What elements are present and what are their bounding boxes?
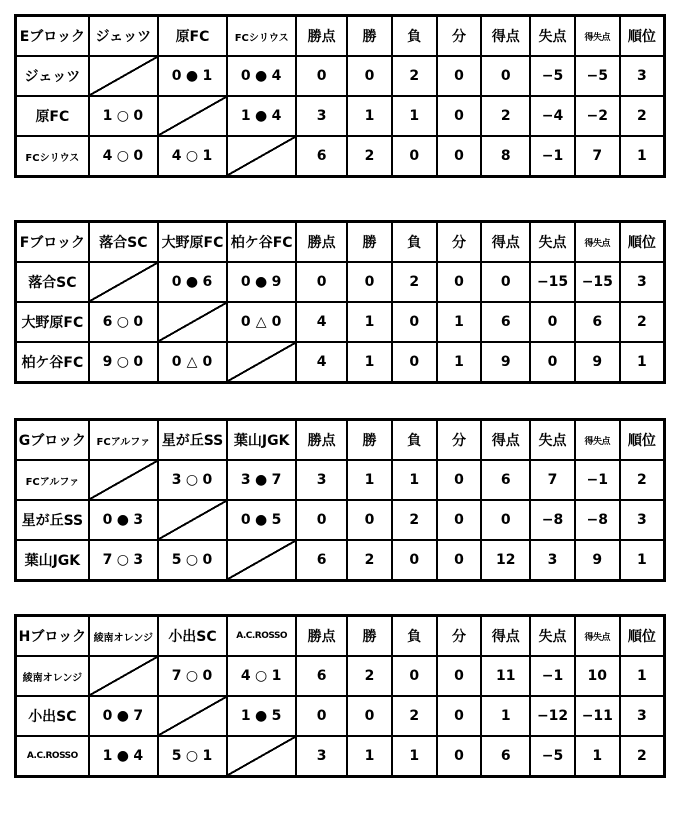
goals-conceded: 0 <box>133 314 145 330</box>
stat-losses: 0 <box>392 302 437 342</box>
team-column-header: 原FC <box>158 16 227 57</box>
stat-losses: 0 <box>392 342 437 383</box>
stat-goals-for: 8 <box>481 136 530 177</box>
goals-scored: 0 <box>102 512 114 528</box>
stat-wins: 1 <box>347 96 392 136</box>
team-column-header: 綾南オレンジ <box>89 616 158 657</box>
goals-scored: 0 <box>102 708 114 724</box>
team-name: 柏ケ谷FC <box>16 342 89 383</box>
team-column-header: 落合SC <box>89 222 158 263</box>
match-result <box>89 696 158 736</box>
match-result <box>158 342 227 383</box>
stat-points: 0 <box>296 262 347 302</box>
stat-goals-against: −5 <box>530 736 575 777</box>
result-mark-icon: ● <box>255 472 269 488</box>
header-draws: 分 <box>437 420 482 461</box>
stat-wins: 0 <box>347 56 392 96</box>
team-column-header: ジェッツ <box>89 16 158 57</box>
team-column-header: 星が丘SS <box>158 420 227 461</box>
header-losses: 負 <box>392 616 437 657</box>
self-match-cell <box>89 656 158 696</box>
stat-goals-against: −4 <box>530 96 575 136</box>
stat-rank: 3 <box>620 500 665 540</box>
stat-goals-against: −1 <box>530 136 575 177</box>
goals-scored: 1 <box>102 108 114 124</box>
header-wins: 勝 <box>347 222 392 263</box>
stat-rank: 2 <box>620 460 665 500</box>
team-name: 落合SC <box>16 262 89 302</box>
team-name: FCアルファ <box>16 460 89 500</box>
stat-draws: 0 <box>437 540 482 581</box>
match-result <box>158 460 227 500</box>
match-result <box>89 342 158 383</box>
match-result <box>158 136 227 177</box>
stat-goals-against: −1 <box>530 656 575 696</box>
stat-goals-for: 6 <box>481 736 530 777</box>
goals-conceded: 6 <box>202 274 214 290</box>
goals-scored: 0 <box>240 274 252 290</box>
stat-goal-diff: 1 <box>575 736 620 777</box>
stat-rank: 1 <box>620 656 665 696</box>
goals-scored: 0 <box>171 68 183 84</box>
header-goals-for: 得点 <box>481 616 530 657</box>
league-table <box>14 220 666 384</box>
stat-goal-diff: 6 <box>575 302 620 342</box>
team-name: 葉山JGK <box>16 540 89 581</box>
stat-wins: 2 <box>347 540 392 581</box>
team-column-header: 小出SC <box>158 616 227 657</box>
result-mark-icon: ● <box>116 512 130 528</box>
goals-conceded: 3 <box>133 552 145 568</box>
stat-draws: 0 <box>437 696 482 736</box>
stat-goals-against: 3 <box>530 540 575 581</box>
league-table <box>14 614 666 778</box>
match-result <box>158 262 227 302</box>
stat-goal-diff: 9 <box>575 342 620 383</box>
team-column-header: 柏ケ谷FC <box>227 222 296 263</box>
result-mark-icon: ● <box>185 274 200 290</box>
result-mark-icon: ○ <box>116 314 130 330</box>
match-result <box>89 736 158 777</box>
goals-scored: 7 <box>102 552 114 568</box>
stat-draws: 0 <box>437 262 482 302</box>
match-result <box>227 262 296 302</box>
block-name: Gブロック <box>16 420 89 461</box>
stat-losses: 1 <box>392 736 437 777</box>
header-row <box>16 420 665 461</box>
block-name: Eブロック <box>16 16 89 57</box>
result-mark-icon: ○ <box>185 148 200 164</box>
team-name: FCシリウス <box>16 136 89 177</box>
goals-scored: 5 <box>171 748 183 764</box>
goals-conceded: 7 <box>271 472 283 488</box>
match-result <box>89 540 158 581</box>
stat-rank: 2 <box>620 96 665 136</box>
match-result <box>227 96 296 136</box>
match-result <box>227 302 296 342</box>
result-mark-icon: ○ <box>255 668 269 684</box>
stat-losses: 0 <box>392 540 437 581</box>
stat-draws: 0 <box>437 500 482 540</box>
table-row <box>16 56 665 96</box>
goals-scored: 0 <box>240 314 252 330</box>
goals-scored: 3 <box>171 472 183 488</box>
table-row <box>16 696 665 736</box>
stat-goal-diff: 9 <box>575 540 620 581</box>
stat-points: 3 <box>296 460 347 500</box>
stat-losses: 2 <box>392 262 437 302</box>
result-mark-icon: ○ <box>116 148 130 164</box>
header-points: 勝点 <box>296 616 347 657</box>
stat-rank: 2 <box>620 302 665 342</box>
stat-goals-for: 9 <box>481 342 530 383</box>
stat-points: 3 <box>296 96 347 136</box>
result-mark-icon: ● <box>255 108 269 124</box>
stat-goal-diff: 10 <box>575 656 620 696</box>
stat-losses: 0 <box>392 136 437 177</box>
result-mark-icon: ○ <box>185 552 200 568</box>
table-row <box>16 342 665 383</box>
header-losses: 負 <box>392 420 437 461</box>
block-table-1 <box>14 14 666 178</box>
result-mark-icon: ● <box>255 68 269 84</box>
header-rank: 順位 <box>620 222 665 263</box>
stat-wins: 1 <box>347 736 392 777</box>
stat-losses: 1 <box>392 460 437 500</box>
stat-rank: 1 <box>620 342 665 383</box>
stat-goal-diff: −8 <box>575 500 620 540</box>
goals-conceded: 0 <box>202 552 214 568</box>
match-result <box>89 136 158 177</box>
goals-conceded: 0 <box>133 108 145 124</box>
result-mark-icon: ○ <box>116 354 130 370</box>
match-result <box>227 500 296 540</box>
goals-conceded: 4 <box>271 108 283 124</box>
table-row <box>16 262 665 302</box>
goals-conceded: 1 <box>271 668 283 684</box>
table-row <box>16 736 665 777</box>
team-column-header: FCアルファ <box>89 420 158 461</box>
header-wins: 勝 <box>347 616 392 657</box>
stat-goals-against: −15 <box>530 262 575 302</box>
header-goals-against: 失点 <box>530 616 575 657</box>
header-goals-against: 失点 <box>530 420 575 461</box>
stat-wins: 2 <box>347 656 392 696</box>
goals-scored: 4 <box>240 668 252 684</box>
goals-conceded: 1 <box>202 148 214 164</box>
stat-draws: 0 <box>437 136 482 177</box>
goals-conceded: 0 <box>133 354 145 370</box>
stat-points: 6 <box>296 136 347 177</box>
goals-scored: 9 <box>102 354 114 370</box>
stat-goals-for: 12 <box>481 540 530 581</box>
stat-goals-for: 11 <box>481 656 530 696</box>
stat-points: 0 <box>296 696 347 736</box>
stat-goal-diff: −1 <box>575 460 620 500</box>
stat-goal-diff: 7 <box>575 136 620 177</box>
match-result <box>227 460 296 500</box>
goals-scored: 1 <box>240 708 252 724</box>
stat-points: 4 <box>296 302 347 342</box>
stat-points: 6 <box>296 540 347 581</box>
header-rank: 順位 <box>620 420 665 461</box>
goals-conceded: 5 <box>271 708 283 724</box>
self-match-cell <box>227 136 296 177</box>
stat-draws: 0 <box>437 56 482 96</box>
result-mark-icon: ○ <box>185 748 200 764</box>
stat-goals-against: −12 <box>530 696 575 736</box>
header-goals-for: 得点 <box>481 420 530 461</box>
goals-scored: 4 <box>102 148 114 164</box>
team-name: 小出SC <box>16 696 89 736</box>
table-row <box>16 500 665 540</box>
stat-losses: 0 <box>392 656 437 696</box>
header-draws: 分 <box>437 616 482 657</box>
goals-conceded: 3 <box>133 512 145 528</box>
self-match-cell <box>227 540 296 581</box>
goals-conceded: 5 <box>271 512 283 528</box>
stat-goal-diff: −2 <box>575 96 620 136</box>
goals-conceded: 1 <box>202 68 214 84</box>
stat-draws: 0 <box>437 656 482 696</box>
team-column-header: 大野原FC <box>158 222 227 263</box>
goals-scored: 0 <box>171 274 183 290</box>
header-draws: 分 <box>437 222 482 263</box>
block-table-2 <box>14 220 666 384</box>
stat-goals-for: 0 <box>481 500 530 540</box>
stat-draws: 0 <box>437 460 482 500</box>
match-result <box>158 656 227 696</box>
result-mark-icon: △ <box>255 314 268 330</box>
stat-rank: 1 <box>620 540 665 581</box>
table-row <box>16 656 665 696</box>
goals-scored: 4 <box>171 148 183 164</box>
header-goal-diff: 得失点 <box>575 16 620 57</box>
header-row <box>16 222 665 263</box>
team-name: 原FC <box>16 96 89 136</box>
team-name: ジェッツ <box>16 56 89 96</box>
result-mark-icon: ● <box>255 512 269 528</box>
result-mark-icon: △ <box>186 354 199 370</box>
header-goal-diff: 得失点 <box>575 616 620 657</box>
match-result <box>227 656 296 696</box>
match-result <box>89 302 158 342</box>
goals-conceded: 0 <box>202 354 214 370</box>
stat-points: 0 <box>296 500 347 540</box>
goals-conceded: 9 <box>271 274 283 290</box>
header-points: 勝点 <box>296 420 347 461</box>
goals-conceded: 7 <box>133 708 145 724</box>
stat-rank: 1 <box>620 136 665 177</box>
stat-rank: 3 <box>620 56 665 96</box>
stat-wins: 1 <box>347 342 392 383</box>
match-result <box>227 56 296 96</box>
self-match-cell <box>89 262 158 302</box>
header-draws: 分 <box>437 16 482 57</box>
result-mark-icon: ● <box>255 274 269 290</box>
block-table-4 <box>14 614 666 778</box>
table-row <box>16 540 665 581</box>
result-mark-icon: ○ <box>116 108 130 124</box>
header-rank: 順位 <box>620 16 665 57</box>
stat-rank: 2 <box>620 736 665 777</box>
result-mark-icon: ● <box>255 708 269 724</box>
result-mark-icon: ○ <box>185 472 200 488</box>
stat-goals-for: 0 <box>481 262 530 302</box>
goals-conceded: 0 <box>133 148 145 164</box>
stat-draws: 1 <box>437 302 482 342</box>
stat-wins: 0 <box>347 262 392 302</box>
header-rank: 順位 <box>620 616 665 657</box>
goals-conceded: 0 <box>202 668 214 684</box>
match-result <box>158 736 227 777</box>
header-points: 勝点 <box>296 16 347 57</box>
team-column-header: FCシリウス <box>227 16 296 57</box>
goals-scored: 5 <box>171 552 183 568</box>
stat-points: 3 <box>296 736 347 777</box>
stat-points: 0 <box>296 56 347 96</box>
header-losses: 負 <box>392 222 437 263</box>
stat-goals-for: 2 <box>481 96 530 136</box>
header-goals-against: 失点 <box>530 16 575 57</box>
goals-conceded: 0 <box>271 314 283 330</box>
stat-goals-against: 0 <box>530 302 575 342</box>
self-match-cell <box>158 96 227 136</box>
stat-goal-diff: −5 <box>575 56 620 96</box>
header-points: 勝点 <box>296 222 347 263</box>
team-name: 星が丘SS <box>16 500 89 540</box>
stat-goals-for: 1 <box>481 696 530 736</box>
header-wins: 勝 <box>347 16 392 57</box>
header-goals-against: 失点 <box>530 222 575 263</box>
goals-scored: 0 <box>171 354 183 370</box>
result-mark-icon: ○ <box>185 668 200 684</box>
match-result <box>227 696 296 736</box>
stat-goals-against: 7 <box>530 460 575 500</box>
header-row <box>16 16 665 57</box>
stat-goals-for: 6 <box>481 460 530 500</box>
goals-conceded: 0 <box>202 472 214 488</box>
block-table-3 <box>14 418 666 582</box>
block-name: Fブロック <box>16 222 89 263</box>
header-losses: 負 <box>392 16 437 57</box>
self-match-cell <box>89 460 158 500</box>
result-mark-icon: ● <box>116 748 130 764</box>
goals-scored: 3 <box>240 472 252 488</box>
goals-conceded: 4 <box>133 748 145 764</box>
self-match-cell <box>158 500 227 540</box>
stat-draws: 0 <box>437 96 482 136</box>
match-result <box>89 500 158 540</box>
self-match-cell <box>158 696 227 736</box>
goals-conceded: 1 <box>202 748 214 764</box>
table-row <box>16 136 665 177</box>
stat-losses: 2 <box>392 696 437 736</box>
stat-draws: 0 <box>437 736 482 777</box>
stat-losses: 2 <box>392 56 437 96</box>
self-match-cell <box>158 302 227 342</box>
self-match-cell <box>89 56 158 96</box>
team-name: 大野原FC <box>16 302 89 342</box>
header-goals-for: 得点 <box>481 16 530 57</box>
league-table <box>14 14 666 178</box>
stat-wins: 0 <box>347 696 392 736</box>
stat-draws: 1 <box>437 342 482 383</box>
stat-goal-diff: −15 <box>575 262 620 302</box>
stat-goals-for: 0 <box>481 56 530 96</box>
goals-scored: 6 <box>102 314 114 330</box>
header-wins: 勝 <box>347 420 392 461</box>
stat-rank: 3 <box>620 262 665 302</box>
table-row <box>16 96 665 136</box>
goals-scored: 1 <box>102 748 114 764</box>
self-match-cell <box>227 342 296 383</box>
self-match-cell <box>227 736 296 777</box>
stat-losses: 1 <box>392 96 437 136</box>
stat-wins: 1 <box>347 302 392 342</box>
match-result <box>89 96 158 136</box>
goals-scored: 7 <box>171 668 183 684</box>
header-goal-diff: 得失点 <box>575 420 620 461</box>
stat-points: 4 <box>296 342 347 383</box>
stat-wins: 0 <box>347 500 392 540</box>
table-row <box>16 460 665 500</box>
team-column-header: 葉山JGK <box>227 420 296 461</box>
header-row <box>16 616 665 657</box>
team-name: 綾南オレンジ <box>16 656 89 696</box>
stat-wins: 2 <box>347 136 392 177</box>
stat-points: 6 <box>296 656 347 696</box>
goals-conceded: 4 <box>271 68 283 84</box>
stat-goals-for: 6 <box>481 302 530 342</box>
match-result <box>158 540 227 581</box>
table-row <box>16 302 665 342</box>
result-mark-icon: ● <box>185 68 200 84</box>
header-goal-diff: 得失点 <box>575 222 620 263</box>
match-result <box>158 56 227 96</box>
block-name: Hブロック <box>16 616 89 657</box>
stat-goals-against: −5 <box>530 56 575 96</box>
stat-rank: 3 <box>620 696 665 736</box>
league-table <box>14 418 666 582</box>
stat-losses: 2 <box>392 500 437 540</box>
team-name: A.C.ROSSO <box>16 736 89 777</box>
stat-goals-against: 0 <box>530 342 575 383</box>
header-goals-for: 得点 <box>481 222 530 263</box>
stat-goals-against: −8 <box>530 500 575 540</box>
team-column-header: A.C.ROSSO <box>227 616 296 657</box>
result-mark-icon: ○ <box>116 552 130 568</box>
result-mark-icon: ● <box>116 708 130 724</box>
stat-goal-diff: −11 <box>575 696 620 736</box>
goals-scored: 0 <box>240 512 252 528</box>
stat-wins: 1 <box>347 460 392 500</box>
goals-scored: 1 <box>240 108 252 124</box>
goals-scored: 0 <box>240 68 252 84</box>
